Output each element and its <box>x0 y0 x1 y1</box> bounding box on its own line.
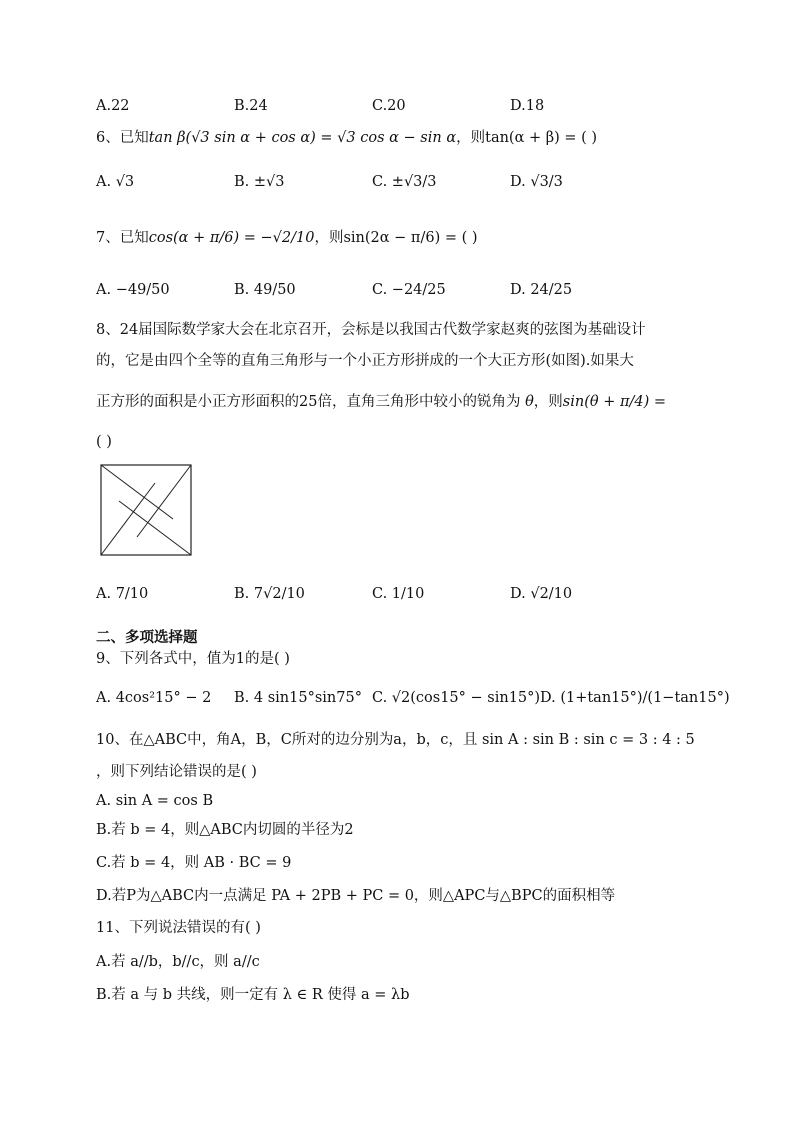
q10-option-b: B.若 b = 4，则△ABC内切圆的半径为2 <box>96 822 354 838</box>
q8-line-3-mid: ，则 <box>533 394 563 410</box>
q8-theta: θ <box>525 394 534 410</box>
q5-option-c: C.20 <box>372 98 406 114</box>
q6-option-b: B. ±√3 <box>234 174 285 190</box>
q7-stem <box>96 228 478 248</box>
q10-option-d: D.若P为△ABC内一点满足 PA + 2PB + PC = 0，则△APC与△BPC的面积相等 <box>96 888 616 904</box>
q11-option-a: A.若 a//b，b//c，则 a//c <box>96 954 260 970</box>
q5-option-a: A.22 <box>96 98 130 114</box>
q6-stem-mid: ，则 <box>456 130 486 146</box>
q7-stem-prefix: 7、已知 <box>96 230 149 246</box>
q8-option-c: C. 1/10 <box>372 586 425 602</box>
zhao-shuang-chord-diagram <box>100 464 192 556</box>
q7-option-a: A. −49/50 <box>96 282 170 298</box>
q8-line-3-math: sin(θ + π/4) = <box>562 394 667 410</box>
q8-line-4: ( ) <box>96 434 112 450</box>
q9-option-a: A. 4cos²15° − 2 <box>96 690 212 706</box>
q9-stem: 9、下列各式中，值为1的是( ) <box>96 651 290 667</box>
q7-stem-ask: sin(2α − π/6) = ( ) <box>343 230 478 246</box>
q8-option-d: D. √2/10 <box>510 586 573 602</box>
q9-option-c: C. √2(cos15° − sin15°) <box>372 690 541 706</box>
q10-line-1: 10、在△ABC中，角A，B，C所对的边分别为a，b，c，且 sin A : sin B : sin c = 3 : 4 : 5 <box>96 732 695 748</box>
q8-line-1: 8、24届国际数学家大会在北京召开，会标是以我国古代数学家赵爽的弦图为基础设计 <box>96 322 646 338</box>
q8-line-3-text: 正方形的面积是小正方形面积的25倍，直角三角形中较小的锐角为 <box>96 394 521 410</box>
q7-option-c: C. −24/25 <box>372 282 446 298</box>
q7-stem-math: cos(α + π/6) = −√2/10 <box>148 230 315 246</box>
q8-option-a: A. 7/10 <box>96 586 149 602</box>
q6-option-c: C. ±√3/3 <box>372 174 437 190</box>
q8-line-3 <box>96 392 666 412</box>
q8-line-2: 的，它是由四个全等的直角三角形与一个小正方形拼成的一个大正方形(如图).如果大 <box>96 353 634 369</box>
q7-stem-mid: ，则 <box>314 230 344 246</box>
q6-option-a: A. √3 <box>96 174 135 190</box>
q8-option-b: B. 7√2/10 <box>234 586 305 602</box>
q11-option-b: B.若 a 与 b 共线，则一定有 λ ∈ R 使得 a = λb <box>96 987 410 1003</box>
q7-option-b: B. 49/50 <box>234 282 296 298</box>
q6-stem-ask: tan(α + β) = ( ) <box>485 130 598 146</box>
q10-option-c: C.若 b = 4，则 AB · BC = 9 <box>96 855 292 871</box>
q11-stem: 11、下列说法错误的有( ) <box>96 920 261 936</box>
q6-option-d: D. √3/3 <box>510 174 563 190</box>
q6-stem-prefix: 6、已知 <box>96 130 149 146</box>
q9-option-b: B. 4 sin15°sin75° <box>234 690 362 706</box>
section-title: 二、多项选择题 <box>96 630 198 646</box>
q10-line-2: ，则下列结论错误的是( ) <box>96 764 257 780</box>
q7-option-d: D. 24/25 <box>510 282 573 298</box>
q10-option-a: A. sin A = cos B <box>96 793 214 809</box>
q5-option-b: B.24 <box>234 98 268 114</box>
q9-option-d: D. (1+tan15°)/(1−tan15°) <box>540 690 730 706</box>
q6-stem-math: tan β(√3 sin α + cos α) = √3 cos α − sin α <box>148 130 457 146</box>
q5-option-d: D.18 <box>510 98 545 114</box>
q6-stem <box>96 128 597 148</box>
